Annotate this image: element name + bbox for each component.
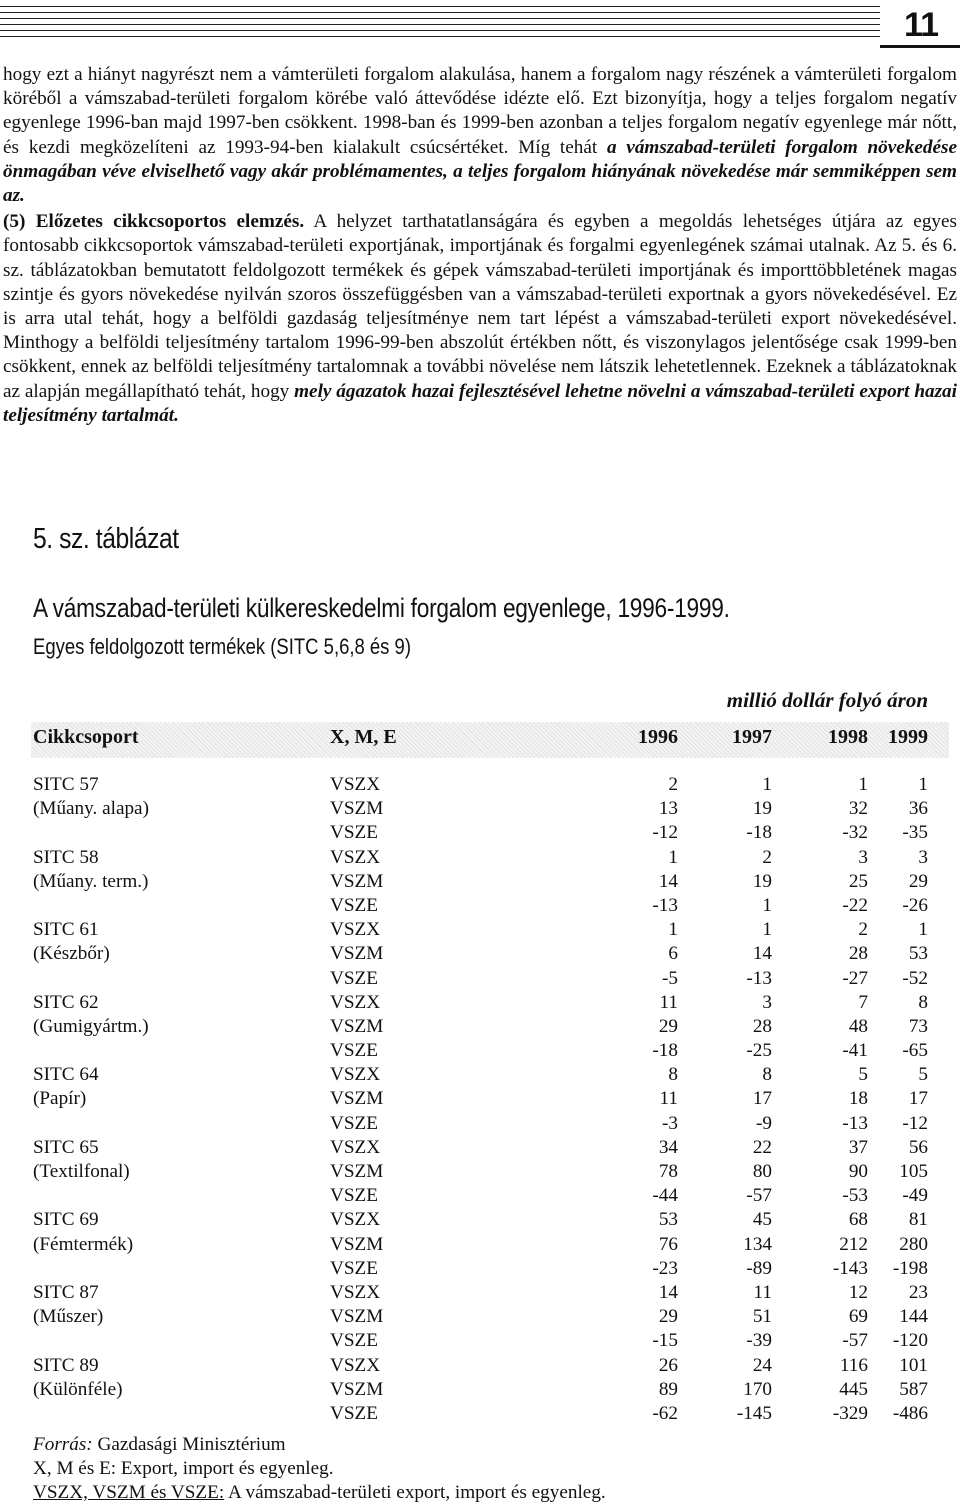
row-group-label: (Papír)	[33, 1088, 87, 1110]
row-value: -32	[842, 822, 868, 844]
row-value: -57	[746, 1185, 772, 1207]
table-row	[0, 992, 960, 1016]
header-code: X, M, E	[330, 726, 397, 748]
table-row	[0, 798, 960, 822]
header-year: 1997	[732, 726, 772, 748]
row-value: -52	[902, 967, 928, 989]
table-row	[0, 1234, 960, 1258]
row-value: -39	[746, 1330, 772, 1352]
row-code: VSZM	[330, 943, 384, 965]
table-row	[0, 1258, 960, 1282]
row-value: -22	[842, 894, 868, 916]
row-group-label: SITC 57	[33, 774, 99, 795]
row-value: -26	[902, 894, 928, 916]
paragraph-2	[3, 210, 957, 428]
row-value: 25	[848, 870, 868, 892]
row-value: 23	[908, 1281, 928, 1303]
row-code: VSZM	[330, 1088, 384, 1110]
row-value: 29	[658, 1306, 678, 1328]
row-code: VSZE	[330, 1257, 378, 1279]
table-row	[0, 943, 960, 967]
row-value: -13	[746, 967, 772, 989]
row-code: VSZM	[330, 1306, 384, 1328]
row-code: VSZE	[330, 1185, 378, 1207]
row-value: 11	[753, 1281, 772, 1303]
row-value: 1	[918, 774, 928, 795]
row-value: -486	[892, 1402, 928, 1424]
body-text	[3, 63, 957, 428]
row-value: 17	[908, 1088, 928, 1110]
paragraph-2-emphasis: mely ágazatok hazai fejlesztésével lehetne növelni a vámszabad-területi export hazai teljesítmény tartalmát.	[3, 380, 957, 426]
row-group-label: (Készbőr)	[33, 943, 110, 965]
row-code: VSZX	[330, 991, 381, 1013]
row-group-label: SITC 69	[33, 1209, 99, 1231]
row-value: 51	[752, 1306, 772, 1328]
table-row	[0, 774, 960, 798]
row-value: 26	[658, 1354, 678, 1376]
row-value: -13	[842, 1112, 868, 1134]
row-value: -27	[842, 967, 868, 989]
row-value: 13	[658, 798, 678, 820]
row-code: VSZE	[330, 1330, 378, 1352]
row-group-label: SITC 87	[33, 1281, 99, 1303]
row-group-label: (Műany. alapa)	[33, 798, 149, 820]
row-value: -12	[902, 1112, 928, 1134]
row-value: -57	[842, 1330, 868, 1352]
row-code: VSZM	[330, 870, 384, 892]
table-row	[0, 1016, 960, 1040]
row-value: 12	[848, 1281, 868, 1303]
table-row	[0, 1088, 960, 1112]
row-value: 18	[848, 1088, 868, 1110]
paragraph-1-text: hogy ezt a hiányt nagyrészt nem a vámterületi forgalom alakulása, hanem a forgalom nagy részének a vámterületi forgalom köréből a vámszabad-területi forgalom körébe való áttevődése idézte elő. Ezt bizonyítja, hogy a teljes forgalom negatív egyenlege 1996-ban majd 1997-ben csökkent. 1998-ban és 1999-ben azonban a teljes forgalom negatív egyenlege már nőtt, és kezdi megközelíteni az 1993-94-ben kialakult csúcsértéket. Míg tehát	[3, 64, 957, 158]
row-value: 24	[752, 1354, 772, 1376]
row-value: 5	[858, 1064, 868, 1086]
table-row	[0, 1379, 960, 1403]
row-code: VSZE	[330, 1040, 378, 1062]
row-value: -120	[892, 1330, 928, 1352]
row-value: -18	[746, 822, 772, 844]
row-value: 105	[899, 1161, 928, 1182]
row-value: 445	[839, 1378, 868, 1400]
paragraph-1	[3, 63, 957, 208]
row-value: -198	[892, 1257, 928, 1279]
table-number: 5. sz. táblázat	[33, 523, 179, 555]
row-value: 53	[908, 943, 928, 965]
table-row	[0, 1040, 960, 1064]
row-value: 81	[908, 1209, 928, 1231]
row-value: 3	[858, 846, 868, 868]
row-code: VSZX	[330, 774, 381, 795]
source-text: Gazdasági Minisztérium	[92, 1434, 286, 1455]
header-year: 1999	[888, 726, 928, 748]
row-code: VSZE	[330, 967, 378, 989]
table-row	[0, 1185, 960, 1209]
row-code: VSZX	[330, 1281, 381, 1303]
row-group-label: (Különféle)	[33, 1378, 123, 1400]
row-value: 3	[918, 846, 928, 868]
row-value: 8	[762, 1064, 772, 1086]
table-row	[0, 968, 960, 992]
row-group-label: (Fémtermék)	[33, 1233, 134, 1255]
row-value: 2	[762, 846, 772, 868]
source-label: Forrás:	[33, 1434, 93, 1455]
row-value: -13	[652, 894, 678, 916]
row-code: VSZE	[330, 1402, 378, 1424]
row-code: VSZX	[330, 1064, 381, 1086]
row-value: 29	[658, 1015, 678, 1037]
header-group: Cikkcsoport	[33, 726, 139, 748]
row-value: 144	[899, 1306, 928, 1328]
row-value: -62	[652, 1402, 678, 1424]
table-row	[0, 1306, 960, 1330]
abbrev-label: VSZX, VSZM és VSZE:	[33, 1482, 225, 1503]
row-value: 17	[752, 1088, 772, 1110]
row-value: -49	[902, 1185, 928, 1207]
row-value: 11	[659, 1088, 678, 1110]
row-value: -23	[652, 1257, 678, 1279]
row-value: 48	[848, 1015, 868, 1037]
row-group-label: (Textilfonal)	[33, 1161, 130, 1182]
row-value: -18	[652, 1040, 678, 1062]
row-value: 212	[839, 1233, 868, 1255]
header-year: 1996	[638, 726, 678, 748]
row-value: 69	[848, 1306, 868, 1328]
row-value: -5	[662, 967, 678, 989]
row-value: -53	[842, 1185, 868, 1207]
row-value: 1	[918, 919, 928, 941]
table-row	[0, 1403, 960, 1427]
table-row	[0, 1209, 960, 1233]
row-value: 53	[658, 1209, 678, 1231]
row-value: 34	[658, 1136, 678, 1158]
row-value: 19	[752, 798, 772, 820]
row-value: -145	[736, 1402, 772, 1424]
row-code: VSZM	[330, 1233, 384, 1255]
row-code: VSZE	[330, 822, 378, 844]
row-value: 1	[858, 774, 868, 795]
table-body	[0, 774, 960, 1427]
row-value: -25	[746, 1040, 772, 1062]
row-value: 78	[658, 1161, 678, 1182]
table-row	[0, 1161, 960, 1185]
row-value: 5	[918, 1064, 928, 1086]
row-code: VSZX	[330, 1354, 381, 1376]
row-value: 14	[658, 870, 678, 892]
row-value: -3	[662, 1112, 678, 1134]
row-value: 28	[848, 943, 868, 965]
row-value: -35	[902, 822, 928, 844]
row-value: -44	[652, 1185, 678, 1207]
row-value: 7	[858, 991, 868, 1013]
row-group-label: SITC 61	[33, 919, 99, 941]
row-value: -329	[832, 1402, 868, 1424]
row-group-label: SITC 89	[33, 1354, 99, 1376]
row-value: 1	[668, 919, 678, 941]
page-number: 11	[904, 6, 938, 44]
row-value: 6	[668, 943, 678, 965]
row-group-label: SITC 65	[33, 1136, 99, 1158]
table-row	[0, 1064, 960, 1088]
row-value: 14	[752, 943, 772, 965]
row-code: VSZM	[330, 1378, 384, 1400]
abbrev-text: A vámszabad-területi export, import és egyenleg.	[224, 1482, 606, 1503]
source-note	[33, 1433, 606, 1457]
row-value: 19	[752, 870, 772, 892]
row-value: 90	[848, 1161, 868, 1182]
row-value: 73	[908, 1015, 928, 1037]
row-value: 170	[743, 1378, 772, 1400]
row-value: 68	[848, 1209, 868, 1231]
row-value: 134	[743, 1233, 772, 1255]
row-value: -41	[842, 1040, 868, 1062]
table-row	[0, 1355, 960, 1379]
row-value: -143	[832, 1257, 868, 1279]
row-code: VSZX	[330, 919, 381, 941]
table-row	[0, 1282, 960, 1306]
row-value: 36	[908, 798, 928, 820]
paragraph-2-text: A helyzet tarthatatlanságára és egyben a megoldás lehetséges útjára az egyes fontosabb cikkcsoportok vámszabad-területi exportjának, importjának és forgalmi egyenlegének számai utalnak. Az 5. és 6. sz. táblázatokban bemutatott feldolgozott termékek és gépek vámszabad-területi importjának és importtöbbletének magas szintje és gyors növekedése nyilván szoros összefüggésben van a vámszabad-területi exportnak a gyors növekedésével. Ez is arra utal tehát, hogy a belföldi gazdaság teljesítménye nem tart lépést a vámszabad-területi export növekedésével. Minthogy a belföldi teljesítmény tartalom 1996-99-ben abszolút értékben nőtt, és viszonylagos jelentősége csak 1999-ben csökkent, ennek az belföldi teljesítmény tartalomnak a további növelése nem látszik lehetetlennek. Ezeknek a táblázatoknak az alapján megállapítható tehát, hogy	[3, 211, 957, 402]
table-row	[0, 871, 960, 895]
row-value: 80	[752, 1161, 772, 1182]
row-group-label: (Műszer)	[33, 1306, 104, 1328]
row-value: 2	[668, 774, 678, 795]
row-value: -89	[746, 1257, 772, 1279]
row-value: 76	[658, 1233, 678, 1255]
table-units: millió dollár folyó áron	[726, 688, 928, 712]
legend-note: X, M és E: Export, import és egyenleg.	[33, 1458, 334, 1479]
table-row	[0, 847, 960, 871]
row-value: 32	[848, 798, 868, 820]
table-title: A vámszabad-területi külkereskedelmi forgalom egyenlege, 1996-1999.	[33, 593, 730, 623]
row-value: 1	[762, 894, 772, 916]
abbrev-note	[33, 1481, 606, 1505]
row-value: 8	[668, 1064, 678, 1086]
row-code: VSZX	[330, 846, 381, 868]
row-value: -9	[756, 1112, 772, 1134]
row-value: 1	[668, 846, 678, 868]
table-row	[0, 919, 960, 943]
row-group-label: SITC 62	[33, 991, 99, 1013]
row-value: -12	[652, 822, 678, 844]
row-value: 8	[918, 991, 928, 1013]
row-value: 587	[899, 1378, 928, 1400]
row-value: 45	[752, 1209, 772, 1231]
header-rules	[0, 6, 880, 46]
row-code: VSZM	[330, 1161, 384, 1182]
header-year: 1998	[828, 726, 868, 748]
section-heading: (5) Előzetes cikkcsoportos elemzés.	[3, 211, 305, 233]
row-value: 37	[848, 1136, 868, 1158]
row-value: 22	[752, 1136, 772, 1158]
row-group-label: SITC 64	[33, 1064, 99, 1086]
row-value: -15	[652, 1330, 678, 1352]
row-code: VSZX	[330, 1136, 381, 1158]
row-value: 89	[658, 1378, 678, 1400]
paragraph-1-emphasis: a vámszabad-területi forgalom növekedése önmagában véve elviselhető vagy akár problémamentes, a teljes forgalom hiányának növekedése már semmiképpen sem az.	[3, 136, 958, 207]
row-value: 11	[659, 991, 678, 1013]
row-value: 280	[899, 1233, 928, 1255]
table-row	[0, 1113, 960, 1137]
table-row	[0, 895, 960, 919]
row-value: 3	[762, 991, 772, 1013]
row-code: VSZE	[330, 894, 378, 916]
row-value: -65	[902, 1040, 928, 1062]
table-subtitle: Egyes feldolgozott termékek (SITC 5,6,8 és 9)	[33, 634, 411, 659]
row-value: 116	[839, 1354, 868, 1376]
row-group-label: (Gumigyártm.)	[33, 1015, 149, 1037]
row-group-label: SITC 58	[33, 846, 99, 868]
table-row	[0, 822, 960, 846]
row-value: 56	[908, 1136, 928, 1158]
row-value: 101	[899, 1354, 928, 1376]
row-value: 29	[908, 870, 928, 892]
row-value: 14	[658, 1281, 678, 1303]
row-group-label: (Műany. term.)	[33, 870, 149, 892]
row-code: VSZX	[330, 1209, 381, 1231]
table-row	[0, 1330, 960, 1354]
row-value: 28	[752, 1015, 772, 1037]
table-row	[0, 1137, 960, 1161]
row-code: VSZM	[330, 1015, 384, 1037]
page-number-rule	[880, 45, 960, 48]
row-code: VSZE	[330, 1112, 378, 1134]
table-notes	[33, 1433, 606, 1505]
row-value: 1	[762, 774, 772, 795]
row-value: 2	[858, 919, 868, 941]
row-code: VSZM	[330, 798, 384, 820]
row-value: 1	[762, 919, 772, 941]
